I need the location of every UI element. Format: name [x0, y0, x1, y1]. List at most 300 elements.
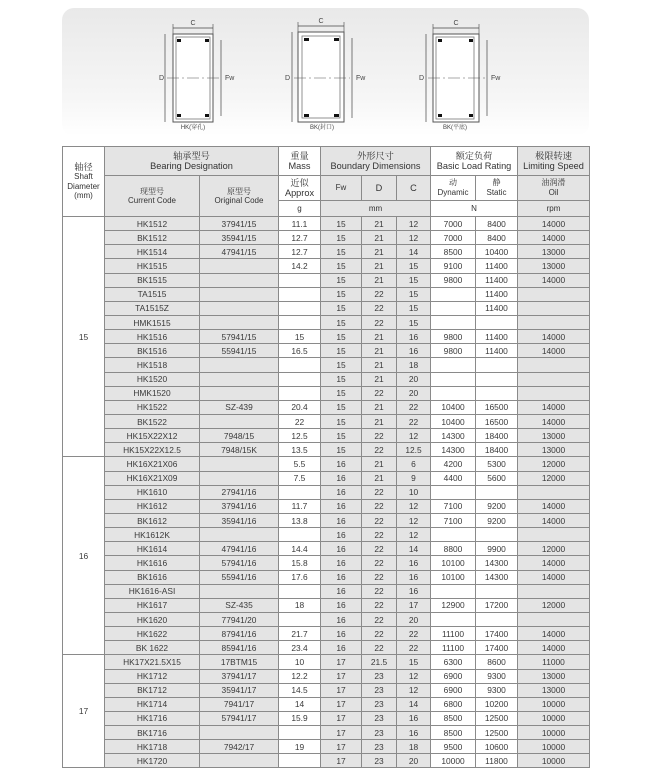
- d-cell: 21: [362, 372, 397, 386]
- fw-cell: 16: [321, 627, 362, 641]
- dynamic-load-cell: 9100: [431, 259, 476, 273]
- static-load-cell: [476, 358, 518, 372]
- table-row: [63, 513, 590, 527]
- table-row: [63, 697, 590, 711]
- speed-unit: rpm: [518, 201, 590, 217]
- fw-cell: 15: [321, 245, 362, 259]
- inner-diameter-label: Fw: [225, 75, 235, 82]
- dynamic-load-cell: [431, 315, 476, 329]
- d-cell: 22: [362, 513, 397, 527]
- d-cell: 21: [362, 217, 397, 231]
- dynamic-load-cell: 10100: [431, 556, 476, 570]
- mass-cell: 10: [279, 655, 321, 669]
- original-code-cell: 57941/17: [200, 711, 279, 725]
- fw-cell: 17: [321, 669, 362, 683]
- static-load-cell: 11400: [476, 259, 518, 273]
- speed-cell: 12000: [518, 542, 590, 556]
- current-code-cell: HK1720: [105, 754, 200, 768]
- static-load-cell: 12500: [476, 711, 518, 725]
- fw-cell: 17: [321, 683, 362, 697]
- current-code-cell: HK16X21X09: [105, 471, 200, 485]
- mass-cell: [279, 528, 321, 542]
- table-row: [63, 669, 590, 683]
- fw-cell: 16: [321, 471, 362, 485]
- mass-cell: 14.4: [279, 542, 321, 556]
- speed-cell: 11000: [518, 655, 590, 669]
- mass-cell: 13.5: [279, 443, 321, 457]
- fw-cell: 15: [321, 217, 362, 231]
- static-load-cell: 5600: [476, 471, 518, 485]
- fw-cell: 15: [321, 344, 362, 358]
- mass-header: 重量 Mass: [279, 147, 321, 176]
- table-row: [63, 711, 590, 725]
- static-load-cell: 14300: [476, 570, 518, 584]
- fw-cell: 17: [321, 726, 362, 740]
- fw-cell: 15: [321, 315, 362, 329]
- static-load-cell: 8400: [476, 217, 518, 231]
- dimension-unit: mm: [321, 201, 431, 217]
- fw-cell: 15: [321, 287, 362, 301]
- table-body: [63, 217, 590, 768]
- mass-cell: [279, 315, 321, 329]
- original-code-cell: SZ-439: [200, 400, 279, 414]
- original-code-cell: [200, 414, 279, 428]
- dynamic-load-cell: 11100: [431, 641, 476, 655]
- fw-cell: 17: [321, 740, 362, 754]
- d-cell: 21: [362, 471, 397, 485]
- table-row: [63, 641, 590, 655]
- fw-cell: 15: [321, 400, 362, 414]
- dynamic-load-cell: 14300: [431, 443, 476, 457]
- inner-diameter-label: Fw: [491, 75, 501, 82]
- dynamic-load-cell: 12900: [431, 598, 476, 612]
- c-cell: 16: [397, 330, 431, 344]
- static-load-cell: 11400: [476, 301, 518, 315]
- mass-cell: 7.5: [279, 471, 321, 485]
- mass-cell: 18: [279, 598, 321, 612]
- d-cell: 23: [362, 697, 397, 711]
- fw-cell: 16: [321, 528, 362, 542]
- diagram-caption: BK(封口): [309, 125, 334, 131]
- speed-cell: 13000: [518, 443, 590, 457]
- fw-cell: 15: [321, 414, 362, 428]
- dynamic-load-cell: 8500: [431, 711, 476, 725]
- d-cell: 21: [362, 245, 397, 259]
- d-cell: 21: [362, 457, 397, 471]
- d-header: D: [362, 176, 397, 201]
- current-code-cell: HK1514: [105, 245, 200, 259]
- static-load-cell: 5300: [476, 457, 518, 471]
- outer-diameter-label: D: [159, 75, 165, 82]
- dynamic-header: 动 Dynamic: [431, 176, 476, 201]
- dynamic-load-cell: 6900: [431, 669, 476, 683]
- mass-cell: [279, 754, 321, 768]
- fw-cell: 16: [321, 457, 362, 471]
- c-cell: 18: [397, 740, 431, 754]
- original-code-cell: 27941/16: [200, 485, 279, 499]
- shaft-diameter-cell: 15: [63, 217, 105, 457]
- current-code-cell: HK1616: [105, 556, 200, 570]
- original-code-cell: 7948/15K: [200, 443, 279, 457]
- current-code-cell: BK1612: [105, 513, 200, 527]
- d-cell: 23: [362, 726, 397, 740]
- speed-cell: 10000: [518, 711, 590, 725]
- fw-cell: 16: [321, 485, 362, 499]
- static-load-cell: 16500: [476, 400, 518, 414]
- width-label: C: [190, 20, 196, 27]
- mass-cell: [279, 301, 321, 315]
- shaft-diameter-header: 轴径 Shaft Diameter (mm): [63, 147, 105, 217]
- speed-cell: [518, 315, 590, 329]
- table-row: [63, 273, 590, 287]
- mass-cell: 23.4: [279, 641, 321, 655]
- static-load-cell: 16500: [476, 414, 518, 428]
- c-cell: 16: [397, 556, 431, 570]
- table-row: [63, 400, 590, 414]
- dynamic-load-cell: [431, 358, 476, 372]
- dynamic-load-cell: 7000: [431, 217, 476, 231]
- dynamic-load-cell: [431, 584, 476, 598]
- original-code-header: 原型号 Original Code: [200, 176, 279, 217]
- table-row: [63, 429, 590, 443]
- bk-closed-end-diagram: [284, 14, 404, 134]
- speed-cell: 12000: [518, 471, 590, 485]
- c-cell: 12: [397, 231, 431, 245]
- d-cell: 22: [362, 315, 397, 329]
- speed-cell: 10000: [518, 740, 590, 754]
- original-code-cell: SZ-435: [200, 598, 279, 612]
- shaft-diameter-cell: 16: [63, 457, 105, 655]
- fw-cell: 15: [321, 259, 362, 273]
- table-row: [63, 683, 590, 697]
- mass-cell: 13.8: [279, 513, 321, 527]
- fw-cell: 16: [321, 499, 362, 513]
- speed-cell: 12000: [518, 598, 590, 612]
- static-load-cell: 10200: [476, 697, 518, 711]
- static-load-cell: 10600: [476, 740, 518, 754]
- d-cell: 21: [362, 259, 397, 273]
- d-cell: 22: [362, 499, 397, 513]
- current-code-cell: BK1616: [105, 570, 200, 584]
- dynamic-load-cell: 4400: [431, 471, 476, 485]
- dynamic-load-cell: 6300: [431, 655, 476, 669]
- table-row: [63, 471, 590, 485]
- original-code-cell: [200, 273, 279, 287]
- dynamic-load-cell: [431, 612, 476, 626]
- table-row: [63, 542, 590, 556]
- c-cell: 16: [397, 570, 431, 584]
- d-cell: 22: [362, 627, 397, 641]
- current-code-cell: HK1718: [105, 740, 200, 754]
- table-row: [63, 315, 590, 329]
- original-code-cell: 55941/16: [200, 570, 279, 584]
- table-row: [63, 726, 590, 740]
- current-code-cell: HK16X21X06: [105, 457, 200, 471]
- original-code-cell: [200, 584, 279, 598]
- mass-cell: [279, 273, 321, 287]
- speed-cell: 13000: [518, 429, 590, 443]
- speed-cell: 13000: [518, 259, 590, 273]
- d-cell: 22: [362, 570, 397, 584]
- fw-cell: 15: [321, 443, 362, 457]
- mass-cell: 15.8: [279, 556, 321, 570]
- current-code-cell: HMK1515: [105, 315, 200, 329]
- static-load-cell: 9300: [476, 669, 518, 683]
- dynamic-load-cell: 7100: [431, 499, 476, 513]
- dynamic-load-cell: 10400: [431, 414, 476, 428]
- table-row: [63, 556, 590, 570]
- speed-cell: 10000: [518, 726, 590, 740]
- dynamic-load-cell: 8800: [431, 542, 476, 556]
- original-code-cell: [200, 372, 279, 386]
- limiting-speed-header: 极限转速 Limiting Speed: [518, 147, 590, 176]
- current-code-cell: HK1515: [105, 259, 200, 273]
- c-cell: 22: [397, 627, 431, 641]
- speed-cell: [518, 485, 590, 499]
- original-code-cell: 7941/17: [200, 697, 279, 711]
- current-code-cell: HK1516: [105, 330, 200, 344]
- fw-cell: 15: [321, 372, 362, 386]
- c-cell: 16: [397, 344, 431, 358]
- current-code-cell: HK1522: [105, 400, 200, 414]
- speed-cell: [518, 584, 590, 598]
- original-code-cell: 47941/15: [200, 245, 279, 259]
- dynamic-load-cell: 7000: [431, 231, 476, 245]
- static-load-cell: [476, 612, 518, 626]
- original-code-cell: [200, 287, 279, 301]
- speed-cell: 14000: [518, 499, 590, 513]
- static-load-cell: [476, 528, 518, 542]
- original-code-cell: 87941/16: [200, 627, 279, 641]
- speed-cell: 13000: [518, 683, 590, 697]
- static-load-cell: 11400: [476, 287, 518, 301]
- speed-cell: 14000: [518, 513, 590, 527]
- current-code-cell: HK1617: [105, 598, 200, 612]
- table-row: [63, 528, 590, 542]
- mass-cell: 20.4: [279, 400, 321, 414]
- mass-cell: 12.2: [279, 669, 321, 683]
- original-code-cell: [200, 726, 279, 740]
- static-load-cell: 17400: [476, 627, 518, 641]
- d-cell: 22: [362, 598, 397, 612]
- c-cell: 15: [397, 273, 431, 287]
- original-code-cell: [200, 301, 279, 315]
- current-code-header: 现型号 Current Code: [105, 176, 200, 217]
- bearing-designation-header: 轴承型号 Bearing Designation: [105, 147, 279, 176]
- diagram-panel: [62, 8, 589, 136]
- speed-cell: [518, 528, 590, 542]
- dynamic-load-cell: 6900: [431, 683, 476, 697]
- table-row: [63, 598, 590, 612]
- dynamic-load-cell: 10100: [431, 570, 476, 584]
- speed-cell: 10000: [518, 754, 590, 768]
- table-row: [63, 570, 590, 584]
- table-row: [63, 584, 590, 598]
- d-cell: 22: [362, 443, 397, 457]
- c-cell: 22: [397, 414, 431, 428]
- c-header: C: [397, 176, 431, 201]
- d-cell: 21: [362, 358, 397, 372]
- fw-cell: 16: [321, 641, 362, 655]
- static-load-cell: 9300: [476, 683, 518, 697]
- mass-cell: 14.5: [279, 683, 321, 697]
- static-load-cell: [476, 315, 518, 329]
- speed-cell: 14000: [518, 344, 590, 358]
- speed-cell: 12000: [518, 457, 590, 471]
- c-cell: 14: [397, 542, 431, 556]
- original-code-cell: 17BTM15: [200, 655, 279, 669]
- static-load-cell: 10400: [476, 245, 518, 259]
- d-cell: 21: [362, 273, 397, 287]
- d-cell: 23: [362, 754, 397, 768]
- table-row: [63, 740, 590, 754]
- mass-cell: 12.5: [279, 429, 321, 443]
- oil-header: 油润滑 Oil: [518, 176, 590, 201]
- fw-cell: 16: [321, 598, 362, 612]
- table-row: [63, 754, 590, 768]
- speed-cell: [518, 386, 590, 400]
- mass-cell: 16.5: [279, 344, 321, 358]
- original-code-cell: [200, 471, 279, 485]
- c-cell: 14: [397, 697, 431, 711]
- static-load-cell: 11800: [476, 754, 518, 768]
- current-code-cell: BK1515: [105, 273, 200, 287]
- c-cell: 16: [397, 726, 431, 740]
- c-cell: 12: [397, 669, 431, 683]
- d-cell: 22: [362, 612, 397, 626]
- load-unit: N: [431, 201, 518, 217]
- dynamic-load-cell: 9500: [431, 740, 476, 754]
- table-row: [63, 612, 590, 626]
- original-code-cell: 47941/16: [200, 542, 279, 556]
- c-cell: 20: [397, 612, 431, 626]
- speed-cell: 14000: [518, 400, 590, 414]
- mass-cell: 5.5: [279, 457, 321, 471]
- fw-header: Fw: [321, 176, 362, 201]
- c-cell: 9: [397, 471, 431, 485]
- c-cell: 15: [397, 301, 431, 315]
- current-code-cell: BK 1622: [105, 641, 200, 655]
- current-code-cell: HMK1520: [105, 386, 200, 400]
- static-load-cell: 18400: [476, 443, 518, 457]
- c-cell: 14: [397, 245, 431, 259]
- c-cell: 15: [397, 315, 431, 329]
- current-code-cell: HK17X21.5X15: [105, 655, 200, 669]
- speed-cell: [518, 612, 590, 626]
- d-cell: 21.5: [362, 655, 397, 669]
- table-row: [63, 655, 590, 669]
- mass-cell: [279, 726, 321, 740]
- dynamic-load-cell: [431, 528, 476, 542]
- bearing-drawing-icon: [417, 14, 537, 124]
- hk-open-end-diagram: [157, 14, 277, 134]
- static-load-cell: [476, 584, 518, 598]
- dynamic-load-cell: 11100: [431, 627, 476, 641]
- mass-cell: 12.7: [279, 231, 321, 245]
- table-row: [63, 372, 590, 386]
- c-cell: 12: [397, 683, 431, 697]
- d-cell: 23: [362, 683, 397, 697]
- dynamic-load-cell: 10400: [431, 400, 476, 414]
- current-code-cell: BK1512: [105, 231, 200, 245]
- dynamic-load-cell: [431, 301, 476, 315]
- c-cell: 17: [397, 598, 431, 612]
- current-code-cell: HK1610: [105, 485, 200, 499]
- dynamic-load-cell: [431, 386, 476, 400]
- dynamic-load-cell: 9800: [431, 273, 476, 287]
- d-cell: 21: [362, 231, 397, 245]
- dynamic-load-cell: 7100: [431, 513, 476, 527]
- fw-cell: 16: [321, 570, 362, 584]
- d-cell: 22: [362, 301, 397, 315]
- width-label: C: [453, 20, 459, 27]
- d-cell: 23: [362, 669, 397, 683]
- bearing-drawing-icon: [284, 14, 404, 124]
- bearing-drawing-icon: [157, 14, 277, 124]
- speed-cell: 14000: [518, 273, 590, 287]
- current-code-cell: HK1612: [105, 499, 200, 513]
- c-cell: 12: [397, 528, 431, 542]
- shaft-diameter-cell: 17: [63, 655, 105, 768]
- static-load-cell: 18400: [476, 429, 518, 443]
- current-code-cell: HK1622: [105, 627, 200, 641]
- diagram-caption: HK(穿孔): [180, 125, 206, 131]
- mass-cell: [279, 372, 321, 386]
- static-load-cell: 9200: [476, 499, 518, 513]
- d-cell: 22: [362, 386, 397, 400]
- current-code-cell: TA1515: [105, 287, 200, 301]
- dynamic-load-cell: [431, 287, 476, 301]
- original-code-cell: 57941/16: [200, 556, 279, 570]
- dynamic-load-cell: 4200: [431, 457, 476, 471]
- table-row: [63, 485, 590, 499]
- speed-cell: [518, 287, 590, 301]
- current-code-cell: TA1515Z: [105, 301, 200, 315]
- table-row: [63, 217, 590, 231]
- original-code-cell: 37941/16: [200, 499, 279, 513]
- table-row: [63, 245, 590, 259]
- d-cell: 22: [362, 641, 397, 655]
- c-cell: 22: [397, 641, 431, 655]
- fw-cell: 16: [321, 513, 362, 527]
- original-code-cell: 57941/15: [200, 330, 279, 344]
- original-code-cell: 7942/17: [200, 740, 279, 754]
- fw-cell: 16: [321, 542, 362, 556]
- c-cell: 16: [397, 711, 431, 725]
- mass-cell: 11.7: [279, 499, 321, 513]
- static-load-cell: [476, 372, 518, 386]
- d-cell: 22: [362, 485, 397, 499]
- dynamic-load-cell: [431, 485, 476, 499]
- dynamic-load-cell: 8500: [431, 245, 476, 259]
- bearing-spec-table: [62, 146, 590, 768]
- current-code-cell: BK1522: [105, 414, 200, 428]
- current-code-cell: HK1714: [105, 697, 200, 711]
- static-load-cell: 17200: [476, 598, 518, 612]
- bk-flat-bottom-diagram: [417, 14, 537, 134]
- c-cell: 12.5: [397, 443, 431, 457]
- c-cell: 16: [397, 584, 431, 598]
- current-code-cell: HK1616-ASI: [105, 584, 200, 598]
- speed-cell: 14000: [518, 231, 590, 245]
- outer-diameter-label: D: [419, 75, 425, 82]
- table-row: [63, 287, 590, 301]
- c-cell: 15: [397, 259, 431, 273]
- d-cell: 23: [362, 740, 397, 754]
- fw-cell: 15: [321, 273, 362, 287]
- original-code-cell: [200, 259, 279, 273]
- table-row: [63, 443, 590, 457]
